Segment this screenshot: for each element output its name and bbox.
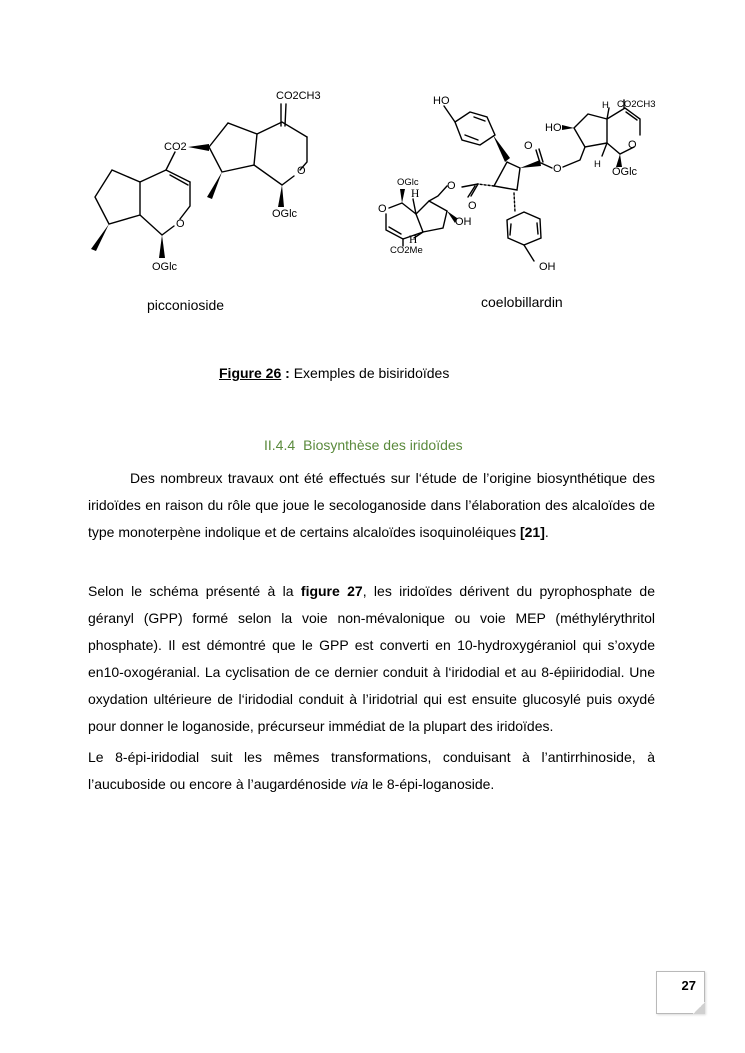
paragraph-1-end: . [544,524,549,540]
figure-caption-text: Exemples de bisiridoïdes [289,365,450,381]
paragraph-1 [88,465,655,546]
figure-caption-separator: : [281,365,290,381]
coelobillardin-oglc-right: OGlc [612,166,638,178]
section-heading [264,437,463,453]
page-number: 27 [681,978,696,993]
coelobillardin-h-right: H [594,159,601,170]
coelobillardin-oh-bottom: OH [539,261,556,273]
paragraph-3 [88,744,655,798]
picconioside-co2-label: CO2 [164,141,187,153]
coelobillardin-co2ch3: CO2CH3 [617,99,656,110]
figure-caption [219,365,449,381]
citation-21: [21] [519,524,545,540]
paragraph-3-before: Le 8-épi-iridodial suit les mêmes transformations, conduisant à l’antirrhinoside, à l’aucuboside ou encore à l’augardénoside [88,749,655,792]
paragraph-2-before: Selon le schéma présenté à la [88,583,301,599]
coelobillardin-ring-o-right: O [628,139,637,151]
coelobillardin-h-top: H [602,100,609,111]
picconioside-ring-o-right: O [297,165,306,177]
coelobillardin-ho-top: HO [433,95,450,107]
picconioside-oglc-right: OGlc [272,208,298,220]
paragraph-2 [88,578,655,740]
paragraph-3-after: le 8-épi-loganoside. [368,776,495,792]
coelobillardin-name: coelobillardin [481,294,563,310]
section-title: Biosynthèse des iridoïdes [303,437,463,453]
paragraph-2-after: , les iridoïdes dérivent du pyrophosphate de géranyl (GPP) formé selon la voie non-mévalonique ou voie MEP (méthylérythritol phosphate). Il est démontré que le GPP est converti en 10-hydroxygéraniol qui s’oxyde en10-oxogéranial. La cyclisation de ce dernier conduit à l‘iridodial et au 8-épiiridodial. Une oxydation ultérieure de l‘iridodial conduit à l’iridotrial qui est ensuite glucosylé puis oxydé pour donner le loganoside, précurseur immédiat de la plupart des iridoïdes. [88,583,655,734]
page-fold-decoration [693,1002,705,1014]
coelobillardin-oglc-left: OGlc [397,177,419,188]
page-number-box [656,971,705,1014]
paragraph-3-italic: via [350,776,369,792]
coelobillardin-o-carbonyl-left: O [468,200,477,212]
paragraph-1-text: Des nombreux travaux ont été effectués sur l‘étude de l’origine biosynthétique des iridoïdes en raison du rôle que joue le secologanoside dans l’élaboration des alcaloïdes de type monoterpène indolique et de certains alcaloïdes isoquinoléiques [88,470,655,540]
coelobillardin-o-ester-left: O [447,180,456,192]
coelobillardin-oh-left: OH [455,216,472,228]
coelobillardin-structure [378,95,656,273]
picconioside-oglc-left: OGlc [152,261,178,273]
picconioside-name: picconioside [147,297,225,313]
bisiridoid-structures-figure [0,0,745,290]
coelobillardin-ho-right: HO [545,122,562,134]
section-number: II.4.4 [264,437,296,453]
picconioside-structure [91,90,321,273]
coelobillardin-o-ester-right: O [553,163,562,175]
picconioside-ring-o-left: O [176,218,185,230]
picconioside-co2ch3-label: CO2CH3 [276,90,321,102]
coelobillardin-o-carbonyl-right: O [524,140,533,152]
figure-caption-ref: Figure 26 [219,365,282,381]
coelobillardin-co2me: CO2Me [390,245,423,256]
coelobillardin-ring-o-left: O [378,203,387,215]
coelobillardin-h-left-bottom: H [409,234,418,246]
coelobillardin-h-left-top: H [411,188,420,200]
figure-27-ref: figure 27 [300,583,363,599]
